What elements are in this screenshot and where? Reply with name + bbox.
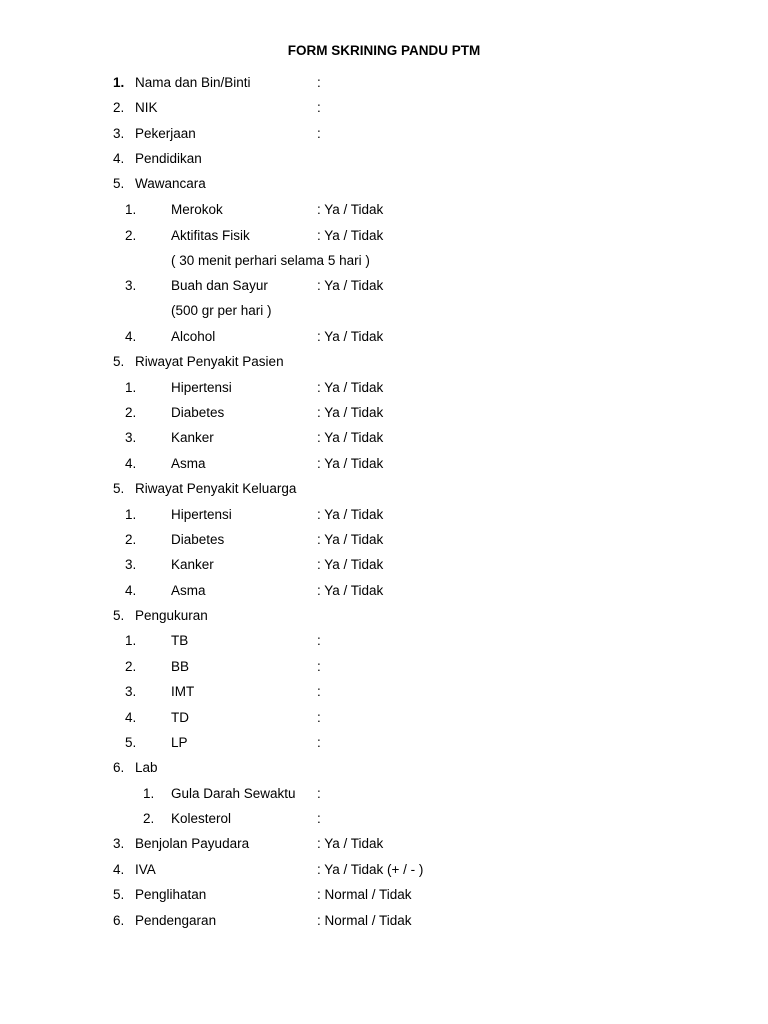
row-value: : Ya / Tidak — [317, 430, 384, 445]
row-label: Diabetes — [171, 532, 225, 547]
form-title: FORM SKRINING PANDU PTM — [287, 43, 481, 58]
row-number: 1. — [113, 75, 125, 90]
row-label: Penglihatan — [135, 887, 207, 902]
row-number: 3. — [125, 684, 137, 699]
row-label: Asma — [171, 456, 206, 471]
row-label: NIK — [135, 100, 158, 115]
row-label: Kanker — [171, 557, 214, 572]
sub-row — [0, 556, 768, 574]
form-row — [0, 886, 768, 904]
sub-row-note — [0, 252, 768, 270]
row-label: Riwayat Penyakit Keluarga — [135, 481, 297, 496]
row-number: 3. — [125, 430, 137, 445]
row-number: 3. — [125, 557, 137, 572]
row-value: : — [317, 684, 321, 699]
form-row — [0, 835, 768, 853]
sub-row — [0, 709, 768, 727]
row-number: 5. — [125, 735, 137, 750]
row-value: : Normal / Tidak — [317, 887, 412, 902]
row-label: IMT — [171, 684, 195, 699]
row-label: Pekerjaan — [135, 126, 196, 141]
row-number: 2. — [143, 811, 155, 826]
row-label: Lab — [135, 760, 158, 775]
row-value: : Ya / Tidak — [317, 202, 384, 217]
row-number: 5. — [113, 608, 125, 623]
row-number: 3. — [113, 836, 125, 851]
row-label: Hipertensi — [171, 380, 232, 395]
row-number: 2. — [125, 659, 137, 674]
row-label: Alcohol — [171, 329, 216, 344]
row-label: Riwayat Penyakit Pasien — [135, 354, 284, 369]
row-label: Aktifitas Fisik — [171, 228, 250, 243]
row-number: 5. — [113, 481, 125, 496]
row-value: : Ya / Tidak — [317, 380, 384, 395]
row-label: Asma — [171, 583, 206, 598]
row-value: : — [317, 75, 321, 90]
row-label: LP — [171, 735, 188, 750]
row-number: 4. — [125, 583, 137, 598]
section-heading — [0, 607, 768, 625]
sub-row — [0, 429, 768, 447]
row-number: 2. — [125, 405, 137, 420]
row-value: : Ya / Tidak — [317, 836, 384, 851]
row-label: Hipertensi — [171, 507, 232, 522]
row-number: 4. — [125, 710, 137, 725]
row-value: : — [317, 100, 321, 115]
row-value: : — [317, 786, 321, 801]
row-number: 6. — [113, 760, 125, 775]
row-value: : Ya / Tidak — [317, 532, 384, 547]
row-number: 1. — [125, 380, 137, 395]
row-number: 3. — [125, 278, 137, 293]
form-row — [0, 150, 768, 168]
row-value: : Ya / Tidak (+ / - ) — [317, 862, 424, 877]
row-number: 4. — [113, 862, 125, 877]
row-value: : Ya / Tidak — [317, 278, 384, 293]
row-label: Buah dan Sayur — [171, 278, 268, 293]
form-row — [0, 99, 768, 117]
row-value: : — [317, 811, 321, 826]
sub-row — [0, 582, 768, 600]
row-label: ( 30 menit perhari selama 5 hari ) — [171, 253, 370, 268]
form-row — [0, 912, 768, 930]
form-row — [0, 861, 768, 879]
row-value: : — [317, 126, 321, 141]
sub-row — [0, 277, 768, 295]
row-number: 1. — [125, 202, 137, 217]
sub-row — [0, 455, 768, 473]
row-label: Gula Darah Sewaktu — [171, 786, 296, 801]
row-label: Pendidikan — [135, 151, 202, 166]
sub-row — [0, 683, 768, 701]
sub-row — [0, 328, 768, 346]
sub-row — [0, 201, 768, 219]
sub-row-note — [0, 302, 768, 320]
row-number: 1. — [125, 507, 137, 522]
row-number: 2. — [113, 100, 125, 115]
row-label: Nama dan Bin/Binti — [135, 75, 251, 90]
row-label: Pendengaran — [135, 913, 217, 928]
sub-row — [0, 734, 768, 752]
row-value: : Ya / Tidak — [317, 405, 384, 420]
row-value: : — [317, 710, 321, 725]
row-number: 4. — [125, 329, 137, 344]
row-number: 5. — [113, 887, 125, 902]
row-number: 5. — [113, 176, 125, 191]
row-number: 4. — [125, 456, 137, 471]
row-label: TD — [171, 710, 189, 725]
row-value: : Ya / Tidak — [317, 507, 384, 522]
row-label: Kolesterol — [171, 811, 232, 826]
row-value: : — [317, 659, 321, 674]
row-label: Benjolan Payudara — [135, 836, 250, 851]
section-heading — [0, 480, 768, 498]
row-number: 1. — [143, 786, 155, 801]
sub-row — [0, 810, 768, 828]
row-label: Kanker — [171, 430, 214, 445]
sub-row — [0, 632, 768, 650]
row-value: : Ya / Tidak — [317, 583, 384, 598]
row-label: IVA — [135, 862, 156, 877]
sub-row — [0, 227, 768, 245]
section-heading — [0, 759, 768, 777]
row-value: : — [317, 735, 321, 750]
row-value: : Normal / Tidak — [317, 913, 412, 928]
sub-row — [0, 404, 768, 422]
form-row — [0, 74, 768, 92]
row-label: TB — [171, 633, 189, 648]
row-label: (500 gr per hari ) — [171, 303, 272, 318]
sub-row — [0, 379, 768, 397]
row-number: 1. — [125, 633, 137, 648]
sub-row — [0, 531, 768, 549]
row-number: 5. — [113, 354, 125, 369]
row-label: BB — [171, 659, 190, 674]
row-number: 3. — [113, 126, 125, 141]
row-label: Wawancara — [135, 176, 206, 191]
row-value: : Ya / Tidak — [317, 557, 384, 572]
section-heading — [0, 175, 768, 193]
sub-row — [0, 506, 768, 524]
form-row — [0, 125, 768, 143]
sub-row — [0, 658, 768, 676]
row-number: 4. — [113, 151, 125, 166]
row-label: Pengukuran — [135, 608, 208, 623]
row-number: 2. — [125, 228, 137, 243]
row-number: 2. — [125, 532, 137, 547]
sub-row — [0, 785, 768, 803]
row-label: Merokok — [171, 202, 223, 217]
row-value: : Ya / Tidak — [317, 329, 384, 344]
section-heading — [0, 353, 768, 371]
row-value: : — [317, 633, 321, 648]
row-label: Diabetes — [171, 405, 225, 420]
row-value: : Ya / Tidak — [317, 456, 384, 471]
row-value: : Ya / Tidak — [317, 228, 384, 243]
row-number: 6. — [113, 913, 125, 928]
